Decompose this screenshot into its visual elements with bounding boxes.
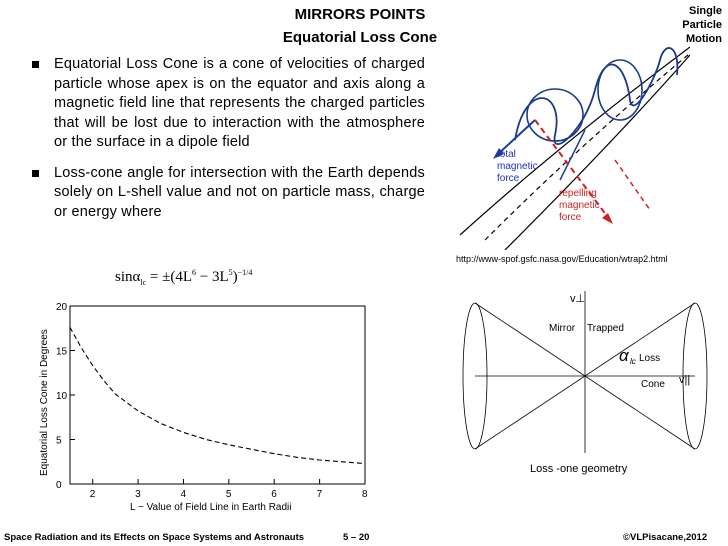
footer-course-title: Space Radiation and its Effects on Space Systems and Astronauts	[4, 532, 305, 543]
repelling-force-label	[559, 188, 602, 223]
bullet-square-icon	[32, 61, 39, 68]
cone-label: Cone	[641, 379, 665, 390]
bullet-item	[30, 164, 425, 223]
y-tick-label: 10	[56, 391, 68, 402]
alpha-subscript: lc	[630, 357, 636, 366]
bullet-item	[30, 55, 425, 153]
loss-label: Loss	[639, 353, 661, 364]
repelling-force-arrow	[615, 160, 650, 210]
bullet-list	[30, 55, 425, 233]
footer-copyright: ©VLPisacane,2012	[623, 532, 708, 543]
y-axis-label: Equatorial Loss Cone in Degrees	[39, 329, 50, 476]
trapped-label: Trapped	[587, 323, 624, 334]
loss-cone-curve	[70, 327, 365, 463]
bullet-square-icon	[32, 170, 39, 177]
x-tick-label: 7	[316, 489, 323, 500]
repelling-label-line: force	[559, 212, 582, 223]
plot-frame	[70, 306, 365, 484]
magnetic-mirror-diagram	[455, 20, 690, 250]
cone-caption: Loss -one geometry	[530, 463, 628, 475]
bullet-text: Equatorial Loss Cone is a cone of velocities of charged particle whose apex is on the equator and axis along a magnetic field line that represents the charged particles that will be lost due to interaction with the atmosphere or the surface in a dipole field	[54, 56, 425, 150]
arrowhead-icon	[602, 213, 613, 224]
x-ticks	[90, 479, 368, 500]
formula-lhs-sub: lc	[140, 278, 147, 287]
mirror-label: Mirror	[549, 323, 576, 334]
source-url: http://www-spof.gsfc.nasa.gov/Education/wtrap2.html	[456, 254, 668, 264]
formula-mid: − 3L	[196, 269, 229, 285]
formula-exp-2: 5	[228, 268, 233, 277]
formula-close: )	[232, 269, 238, 285]
formula-rhs: = ±(4L	[149, 269, 193, 285]
bullet-text: Loss-cone angle for intersection with the Earth depends solely on L-shell value and not on particle mass, charge or energy where	[54, 164, 425, 220]
section-label-line-1: Single	[688, 5, 722, 17]
formula-lhs: sinα	[115, 269, 141, 285]
section-label-line-2: Particle	[682, 19, 722, 31]
x-tick-label: 6	[271, 489, 277, 500]
formula-outer-exp: −1/4	[237, 268, 253, 277]
section-label-line-3: Motion	[685, 33, 722, 45]
total-label-line: magnetic	[497, 161, 538, 172]
x-tick-label: 3	[135, 489, 141, 500]
x-tick-label: 8	[362, 489, 368, 500]
repelling-label-line: magnetic	[559, 200, 600, 211]
slide-title	[240, 6, 480, 46]
alpha-symbol: α	[619, 346, 629, 365]
x-tick-label: 2	[89, 489, 96, 500]
x-tick-label: 5	[225, 489, 232, 500]
y-tick-label: 15	[56, 346, 68, 358]
y-tick-label: 20	[56, 302, 68, 313]
y-tick-label: 0	[56, 480, 62, 491]
v-parallel-label: v||	[679, 374, 691, 386]
total-force-label	[497, 149, 540, 184]
loss-cone-formula	[115, 268, 252, 287]
total-label-line: total	[497, 149, 516, 160]
y-tick-label: 5	[56, 435, 62, 447]
loss-cone-chart	[30, 296, 380, 520]
repelling-label-line: repelling	[559, 188, 597, 199]
total-label-line: force	[497, 173, 520, 184]
footer-page-number: 5 – 20	[343, 532, 370, 543]
x-tick-label: 4	[180, 489, 187, 500]
x-axis-label: L − Value of Field Line in Earth Radii	[130, 502, 292, 513]
loss-cone-diagram	[455, 283, 710, 463]
title-line-2: Equatorial Loss Cone	[282, 29, 438, 46]
title-line-1: MIRRORS POINTS	[294, 6, 426, 23]
v-perp-label: v⊥	[570, 293, 586, 305]
formula-exp-1: 6	[192, 268, 197, 277]
